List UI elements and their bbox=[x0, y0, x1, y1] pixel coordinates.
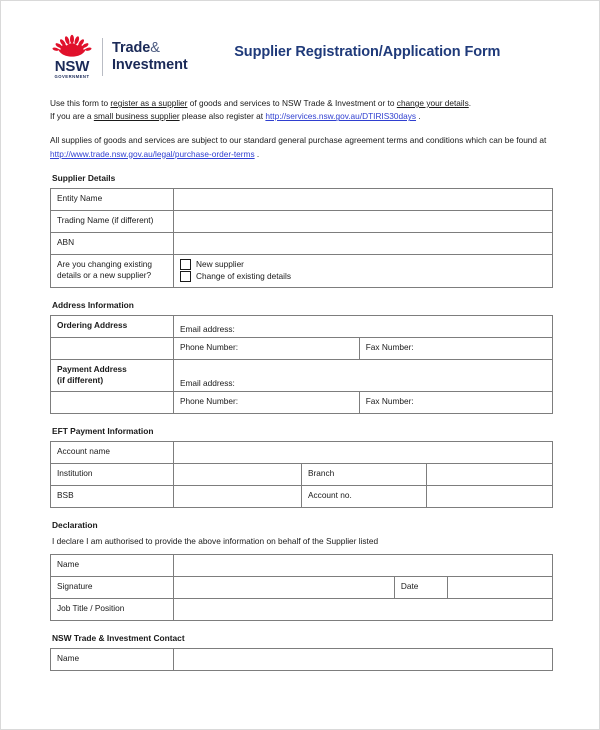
change-existing-option[interactable] bbox=[180, 271, 546, 282]
eft-payment-table bbox=[50, 441, 553, 508]
section-heading-declaration: Declaration bbox=[52, 519, 98, 530]
payment-phone-label[interactable]: Phone Number: bbox=[173, 391, 359, 413]
trading-name-field[interactable] bbox=[173, 210, 552, 232]
table-row bbox=[51, 254, 553, 287]
table-row bbox=[51, 576, 553, 598]
intro-text-b: of goods and services to NSW Trade & Investment or to bbox=[187, 98, 397, 108]
small-business-supplier-link[interactable]: small business supplier bbox=[93, 111, 180, 122]
services-nsw-url-link[interactable]: http://services.nsw.gov.au/DTIRIS30days bbox=[265, 111, 417, 122]
intro-text-f: . bbox=[416, 111, 421, 122]
section-heading-eft-payment: EFT Payment Information bbox=[52, 425, 154, 436]
account-no-label: Account no. bbox=[301, 485, 427, 507]
account-name-field[interactable] bbox=[173, 441, 552, 463]
payment-address-label bbox=[51, 359, 174, 391]
institution-label: Institution bbox=[51, 463, 174, 485]
declaration-statement: I declare I am authorised to provide the above information on behalf of the Supplier listed bbox=[52, 535, 379, 546]
declaration-name-field[interactable] bbox=[173, 554, 552, 576]
ordering-address-spacer bbox=[51, 337, 174, 359]
trading-name-label: Trading Name (if different) bbox=[51, 210, 174, 232]
payment-address-line-2: (if different) bbox=[57, 375, 104, 386]
ordering-phone-label[interactable]: Phone Number: bbox=[173, 337, 359, 359]
payment-address-spacer bbox=[51, 391, 174, 413]
intro-paragraph-1 bbox=[50, 97, 553, 123]
payment-address-line-1: Payment Address bbox=[57, 363, 127, 374]
contact-name-field[interactable] bbox=[173, 648, 552, 670]
change-existing-label: Change of existing details bbox=[195, 271, 291, 282]
new-supplier-option[interactable] bbox=[180, 259, 546, 270]
job-title-field[interactable] bbox=[173, 598, 552, 620]
signature-label: Signature bbox=[51, 576, 174, 598]
table-row bbox=[51, 441, 553, 463]
branch-field[interactable] bbox=[427, 463, 553, 485]
abn-label: ABN bbox=[51, 232, 174, 254]
intro-paragraph-2 bbox=[50, 134, 553, 160]
declaration-name-label: Name bbox=[51, 554, 174, 576]
abn-field[interactable] bbox=[173, 232, 552, 254]
department-line-2: Investment bbox=[112, 57, 188, 73]
declaration-table bbox=[50, 554, 553, 621]
section-heading-address-information: Address Information bbox=[52, 299, 134, 310]
signature-field[interactable] bbox=[173, 576, 394, 598]
table-row bbox=[51, 232, 553, 254]
terms-text-b: . bbox=[254, 148, 260, 159]
payment-email-label: Email address: bbox=[179, 377, 235, 388]
payment-address-field[interactable] bbox=[173, 359, 552, 391]
department-line-1: Trade bbox=[112, 40, 151, 56]
table-row bbox=[51, 391, 553, 413]
entity-name-label: Entity Name bbox=[51, 188, 174, 210]
table-row bbox=[51, 315, 553, 337]
intro-text-a: Use this form to bbox=[50, 98, 111, 108]
nsw-wordmark: NSW bbox=[54, 58, 90, 75]
address-information-table bbox=[50, 315, 553, 414]
register-as-supplier-link[interactable]: register as a supplier bbox=[110, 98, 188, 108]
entity-name-field[interactable] bbox=[173, 188, 552, 210]
intro-text-c: . bbox=[468, 98, 472, 108]
table-row bbox=[51, 598, 553, 620]
nsw-logo-mark bbox=[50, 34, 94, 80]
page-title: Supplier Registration/Application Form bbox=[234, 44, 501, 60]
bsb-field[interactable] bbox=[173, 485, 301, 507]
table-row bbox=[51, 463, 553, 485]
checkbox-icon[interactable] bbox=[180, 271, 191, 282]
job-title-label: Job Title / Position bbox=[51, 598, 174, 620]
ampersand: & bbox=[150, 40, 160, 56]
account-name-label: Account name bbox=[51, 441, 174, 463]
intro-text-e: please also register at bbox=[179, 111, 266, 122]
ordering-address-label: Ordering Address bbox=[51, 315, 174, 337]
date-field[interactable] bbox=[447, 576, 552, 598]
ordering-address-field[interactable] bbox=[173, 315, 552, 337]
change-your-details-link[interactable]: change your details bbox=[396, 98, 469, 108]
department-name bbox=[112, 40, 188, 74]
date-label: Date bbox=[394, 576, 447, 598]
ordering-email-label: Email address: bbox=[179, 323, 235, 334]
table-row bbox=[51, 648, 553, 670]
document-header bbox=[50, 27, 553, 89]
nsw-contact-table bbox=[50, 648, 553, 671]
section-heading-nsw-contact: NSW Trade & Investment Contact bbox=[52, 632, 185, 643]
terms-text-a: All supplies of goods and services are subject to our standard general purchase agreement terms and conditions which can be found at bbox=[50, 135, 547, 146]
new-supplier-label: New supplier bbox=[195, 259, 244, 270]
checkbox-icon[interactable] bbox=[180, 259, 191, 270]
waratah-flower-icon bbox=[52, 34, 92, 58]
table-row bbox=[51, 188, 553, 210]
institution-field[interactable] bbox=[173, 463, 301, 485]
account-no-field[interactable] bbox=[427, 485, 553, 507]
branch-label: Branch bbox=[301, 463, 427, 485]
change-question-label: Are you changing existing details or a new supplier? bbox=[51, 254, 174, 287]
nsw-government-logo bbox=[50, 27, 188, 80]
supplier-status-checkbox-group bbox=[173, 254, 552, 287]
table-row bbox=[51, 210, 553, 232]
intro-text-d: If you are a bbox=[50, 111, 94, 122]
purchase-order-terms-link[interactable]: http://www.trade.nsw.gov.au/legal/purchase-order-terms bbox=[50, 148, 255, 159]
bsb-label: BSB bbox=[51, 485, 174, 507]
section-heading-supplier-details: Supplier Details bbox=[52, 172, 116, 183]
nsw-government-subtext: GOVERNMENT bbox=[54, 74, 90, 79]
payment-fax-label[interactable]: Fax Number: bbox=[359, 391, 552, 413]
table-row bbox=[51, 554, 553, 576]
table-row bbox=[51, 337, 553, 359]
ordering-fax-label[interactable]: Fax Number: bbox=[359, 337, 552, 359]
logo-divider bbox=[102, 38, 103, 76]
table-row bbox=[51, 359, 553, 391]
contact-name-label: Name bbox=[51, 648, 174, 670]
table-row bbox=[51, 485, 553, 507]
supplier-details-table bbox=[50, 188, 553, 288]
